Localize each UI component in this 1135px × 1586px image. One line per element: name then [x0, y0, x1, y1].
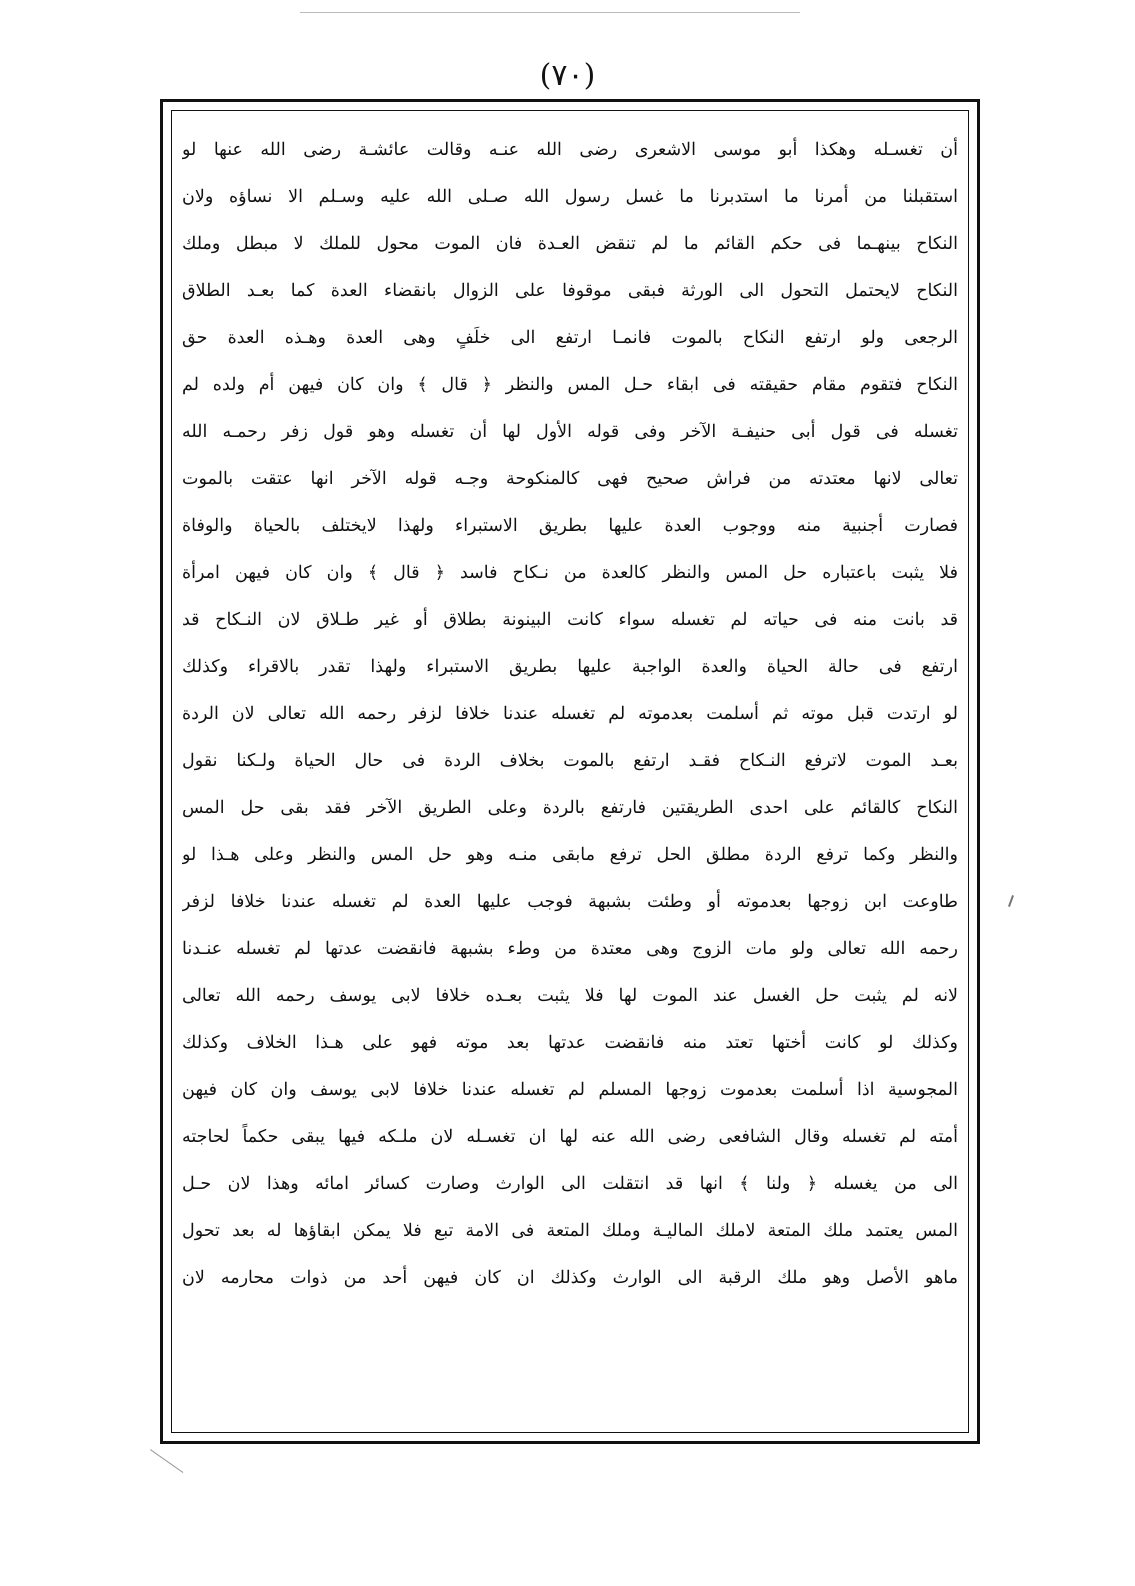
page-number: (٧٠)	[539, 58, 596, 93]
text-line: طاوعت ابن زوجها بعدموته أو وطئت بشبهة فوجب عليها العدة لم تغسله عندنا خلافا لزفر	[182, 892, 958, 912]
text-line: المس يعتمد ملك المتعة لاملك الماليـة وملك المتعة فى الامة تبع فلا يمكن ابقاؤها له بعد تحول	[182, 1221, 958, 1241]
text-line: الى من يغسله ﴿ ولنا ﴾ انها قد انتقلت الى الوارث وصارت كسائر امائه وهذا لان حـل	[182, 1174, 958, 1194]
text-line: بعـد الموت لاترفع النـكاح فقـد ارتفع بالموت بخلاف الردة فى حال الحياة ولـكنا نقول	[182, 751, 958, 771]
text-line: وكذلك لو كانت أختها تعتد منه فانقضت عدتها بعد موته فهو على هـذا الخلاف وكذلك	[182, 1033, 958, 1053]
text-line: استقبلنا من أمرنا ما استدبرنا ما غسل رسول الله صـلى الله عليه وسـلم الا نساؤه ولان	[182, 187, 958, 207]
text-line: ارتفع فى حالة الحياة والعدة الواجبة عليها بطريق الاستبراء ولهذا تقدر بالاقراء وكذلك	[182, 657, 958, 677]
margin-mark	[1008, 895, 1014, 907]
text-line: النكاح فتقوم مقام حقيقته فى ابقاء حـل المس والنظر ﴿ قال ﴾ وان كان فيهن أم ولده لم	[182, 375, 958, 395]
text-line: لو ارتدت قبل موته ثم أسلمت بعدموته لم تغسله عندنا خلافا لزفر رحمه الله تعالى لان الردة	[182, 704, 958, 724]
page-frame-inner	[171, 110, 969, 1433]
text-line: تعالى لانها معتدته من فراش صحيح فهى كالمنكوحة وجـه قوله الآخر انها عتقت بالموت	[182, 469, 958, 489]
text-line: تغسله فى قول أبى حنيفـة الآخر وفى قوله الأول لها أن تغسله وهو قول زفر رحمـه الله	[182, 422, 958, 442]
text-line: ماهو الأصل وهو ملك الرقبة الى الوارث وكذلك ان كان فيهن أحد من ذوات محارمه لان	[182, 1268, 958, 1288]
text-line: فلا يثبت باعتباره حل المس والنظر كالعدة من نـكاح فاسد ﴿ قال ﴾ وان كان فيهن امرأة	[182, 563, 958, 583]
text-line: الرجعى ولو ارتفع النكاح بالموت فانمـا ارتفع الى خلَفٍ وهى العدة وهـذه العدة حق	[182, 328, 958, 348]
text-line: فصارت أجنبية منه ووجوب العدة عليها بطريق الاستبراء ولهذا لايختلف بالحياة والوفاة	[182, 516, 958, 536]
text-line: المجوسية اذا أسلمت بعدموت زوجها المسلم لم تغسله عندنا خلافا لابى يوسف وان كان فيهن	[182, 1080, 958, 1100]
text-line: النكاح كالقائم على احدى الطريقتين فارتفع بالردة وعلى الطريق الآخر فقد بقى حل المس	[182, 798, 958, 818]
text-line: أن تغسـله وهكذا أبو موسى الاشعرى رضى الله عنـه وقالت عائشـة رضى الله عنها لو	[182, 140, 958, 160]
page-frame	[160, 99, 980, 1444]
top-scan-rule	[300, 12, 800, 13]
text-line: والنظر وكما ترفع الردة مطلق الحل ترفع مابقى منـه وهو حل المس والنظر وعلى هـذا لو	[182, 845, 958, 865]
text-line: أمته لم تغسله وقال الشافعى رضى الله عنه لها ان تغسـله لان ملـكه فيها يبقى حكماً لحاجته	[182, 1127, 958, 1147]
text-line: لانه لم يثبت حل الغسل عند الموت لها فلا يثبت بعـده خلافا لابى يوسف رحمه الله تعالى	[182, 986, 958, 1006]
text-line: رحمه الله تعالى ولو مات الزوج وهى معتدة من وطء بشبهة فانقضت عدتها لم تغسله عنـدنا	[182, 939, 958, 959]
body-text	[182, 127, 958, 1302]
text-line: النكاح بينهـما فى حكم القائم ما لم تنقض العـدة فان الموت محول للملك لا مبطل وملك	[182, 234, 958, 254]
text-line: قد بانت منه فى حياته لم تغسله سواء كانت البينونة بطلاق أو غير طـلاق لان النـكاح قد	[182, 610, 958, 630]
text-line: النكاح لايحتمل التحول الى الورثة فبقى موقوفا على الزوال بانقضاء العدة كما بعـد الطلاق	[182, 281, 958, 301]
